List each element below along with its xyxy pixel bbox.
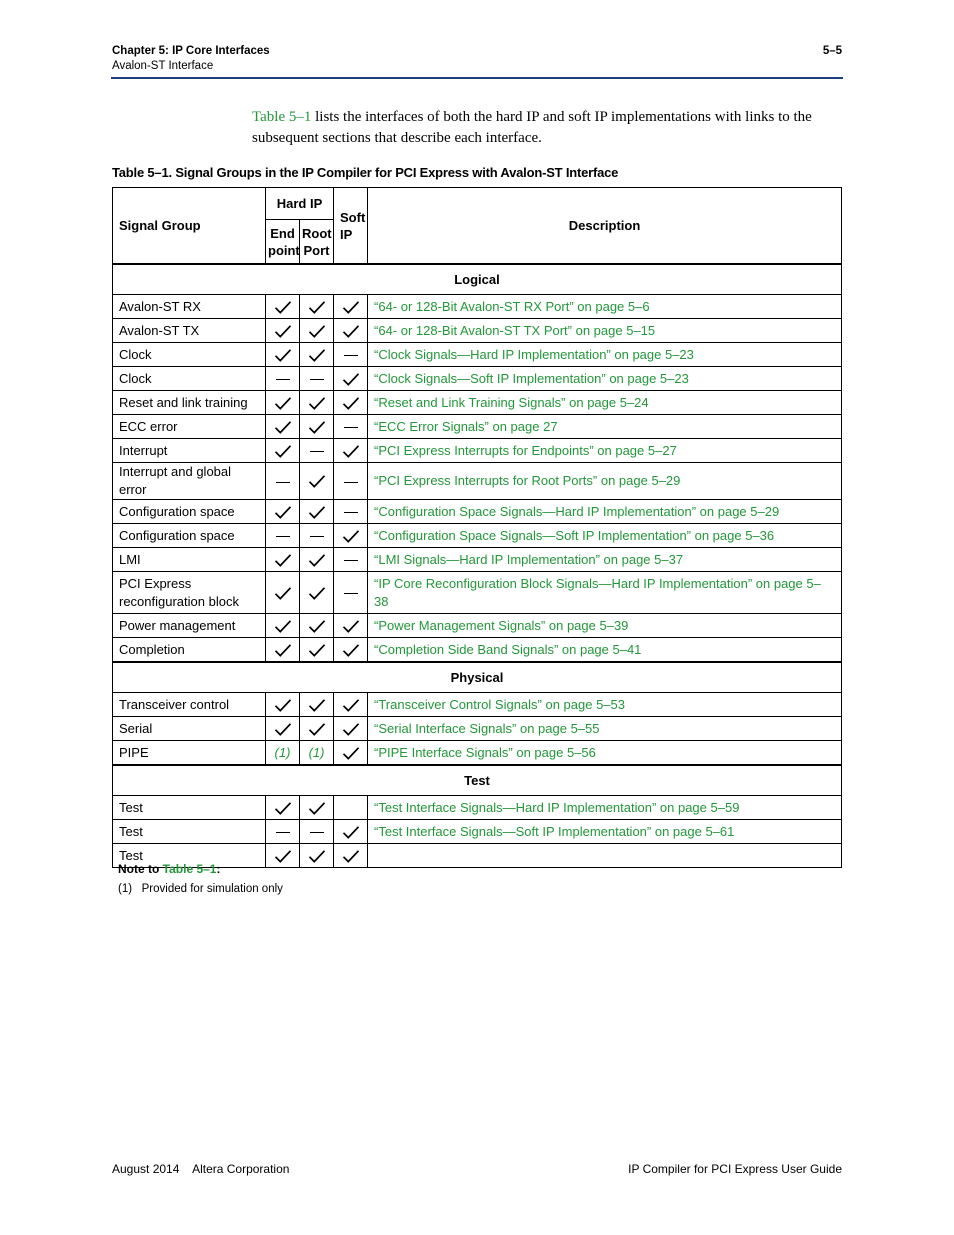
footnote-1: (1) Provided for simulation only [118,883,283,895]
footer-left: August 2014 Altera Corporation [112,1162,290,1176]
root-port-cell [300,500,334,524]
check-icon [342,698,360,713]
header-root-port: Root Port [300,220,334,265]
dash-mark [310,451,324,452]
root-port-cell [300,548,334,572]
dash-mark [344,593,358,594]
description-link[interactable]: “Transceiver Control Signals” on page 5–53 [368,693,842,717]
check-icon [308,619,326,634]
description-link [368,844,842,868]
endpoint-cell [266,717,300,741]
dash-mark [276,482,290,483]
table-row [113,741,842,766]
note-heading [118,862,283,876]
section-heading: Test [113,765,842,796]
table-row [113,572,842,614]
root-port-cell [300,717,334,741]
soft-ip-cell [334,572,368,614]
page-number: 5–5 [822,45,842,57]
description-link[interactable]: “Configuration Space Signals—Soft IP Implementation” on page 5–36 [368,524,842,548]
signal-group-cell: Completion [113,638,266,663]
table-row [113,343,842,367]
soft-ip-cell [334,319,368,343]
page-footer [112,1162,842,1176]
endpoint-cell [266,391,300,415]
table-row [113,500,842,524]
signal-group-cell: LMI [113,548,266,572]
signal-group-cell: Reset and link training [113,391,266,415]
signal-group-cell: Avalon-ST TX [113,319,266,343]
section-heading: Logical [113,264,842,295]
header-description: Description [368,188,842,265]
check-icon [274,801,292,816]
check-icon [274,324,292,339]
dash-mark [310,832,324,833]
header-soft-ip: Soft IP [334,188,368,265]
table-row [113,319,842,343]
description-link[interactable]: “PIPE Interface Signals” on page 5–56 [368,741,842,766]
section-heading: Physical [113,662,842,693]
endpoint-cell [266,295,300,319]
check-icon [308,586,326,601]
soft-ip-cell [334,500,368,524]
description-link[interactable]: “LMI Signals—Hard IP Implementation” on page 5–37 [368,548,842,572]
endpoint-cell [266,367,300,391]
table-row [113,693,842,717]
check-icon [274,698,292,713]
soft-ip-cell [334,343,368,367]
root-port-cell [300,820,334,844]
dash-mark [344,355,358,356]
footnote-ref: (1) [274,745,291,760]
root-port-cell [300,295,334,319]
intro-text: lists the interfaces of both the hard IP and soft IP implementations with links to the subsequent sections that describe each interface. [252,109,812,146]
soft-ip-cell [334,415,368,439]
root-port-cell [300,391,334,415]
table-row [113,367,842,391]
signal-group-cell: Interrupt [113,439,266,463]
soft-ip-cell [334,844,368,868]
signal-group-cell: ECC error [113,415,266,439]
dash-mark [276,379,290,380]
check-icon [308,553,326,568]
check-icon [308,420,326,435]
signal-group-cell: Interrupt and global error [113,463,266,500]
check-icon [274,505,292,520]
dash-mark [344,560,358,561]
table-row [113,295,842,319]
signal-group-cell: Power management [113,614,266,638]
description-link[interactable]: “Power Management Signals” on page 5–39 [368,614,842,638]
root-port-cell [300,844,334,868]
check-icon [342,324,360,339]
soft-ip-cell [334,693,368,717]
description-link[interactable]: “PCI Express Interrupts for Root Ports” on page 5–29 [368,463,842,500]
soft-ip-cell [334,614,368,638]
endpoint-cell [266,415,300,439]
check-icon [274,722,292,737]
root-port-cell [300,693,334,717]
endpoint-cell [266,820,300,844]
root-port-cell [300,415,334,439]
check-icon [308,801,326,816]
check-icon [274,396,292,411]
root-port-cell [300,614,334,638]
check-icon [342,849,360,864]
root-port-cell [300,524,334,548]
description-link[interactable]: “IP Core Reconfiguration Block Signals—Hard IP Implementation” on page 5–38 [368,572,842,614]
root-port-cell [300,638,334,663]
soft-ip-cell [334,796,368,820]
dash-mark [310,379,324,380]
root-port-cell [300,463,334,500]
signal-group-cell: Test [113,844,266,868]
check-icon [274,420,292,435]
soft-ip-cell [334,741,368,766]
signal-group-cell: Configuration space [113,500,266,524]
description-link[interactable]: “Reset and Link Training Signals” on page 5–24 [368,391,842,415]
signal-group-cell: Clock [113,367,266,391]
root-port-cell [300,439,334,463]
soft-ip-cell [334,463,368,500]
section-row-logical [113,264,842,295]
check-icon [308,300,326,315]
endpoint-cell [266,439,300,463]
description-link[interactable]: “Clock Signals—Hard IP Implementation” on page 5–23 [368,343,842,367]
header-signal-group: Signal Group [113,188,266,265]
check-icon [342,300,360,315]
signal-group-cell: Test [113,820,266,844]
soft-ip-cell [334,524,368,548]
endpoint-cell [266,524,300,548]
note-label: Note to [118,862,163,876]
check-icon [342,372,360,387]
description-link[interactable]: “Completion Side Band Signals” on page 5–41 [368,638,842,663]
signal-group-cell: Clock [113,343,266,367]
table-row [113,415,842,439]
check-icon [308,474,326,489]
check-icon [308,722,326,737]
chapter-title: Chapter 5: IP Core Interfaces [112,45,270,57]
check-icon [308,698,326,713]
table-row [113,548,842,572]
check-icon [308,396,326,411]
table-row [113,717,842,741]
root-port-cell [300,572,334,614]
description-link[interactable]: “64- or 128-Bit Avalon-ST TX Port” on page 5–15 [368,319,842,343]
dash-mark [344,512,358,513]
soft-ip-cell [334,548,368,572]
check-icon [274,300,292,315]
check-icon [342,825,360,840]
check-icon [342,396,360,411]
header-rule [111,77,843,79]
section-row-physical [113,662,842,693]
table-row [113,463,842,500]
check-icon [308,324,326,339]
check-icon [274,553,292,568]
soft-ip-cell [334,391,368,415]
root-port-cell [300,367,334,391]
table-link[interactable]: Table 5–1 [252,109,312,125]
signal-group-cell: PIPE [113,741,266,766]
table-row [113,614,842,638]
description-link[interactable]: “ECC Error Signals” on page 27 [368,415,842,439]
dash-mark [276,536,290,537]
section-row-test [113,765,842,796]
signal-group-cell: PCI Express reconfiguration block [113,572,266,614]
description-link[interactable]: “Serial Interface Signals” on page 5–55 [368,717,842,741]
signal-group-cell: Test [113,796,266,820]
check-icon [308,505,326,520]
table-row [113,524,842,548]
check-icon [342,746,360,761]
description-link[interactable]: “Clock Signals—Soft IP Implementation” on page 5–23 [368,367,842,391]
endpoint-cell [266,500,300,524]
page-header [112,44,842,74]
endpoint-cell [266,572,300,614]
check-icon [308,849,326,864]
endpoint-cell [266,319,300,343]
header-hard-ip: Hard IP [266,188,334,220]
root-port-cell [300,741,334,766]
root-port-cell [300,343,334,367]
check-icon [308,643,326,658]
check-icon [274,643,292,658]
check-icon [274,586,292,601]
table-row [113,796,842,820]
signal-group-cell: Avalon-ST RX [113,295,266,319]
signal-groups-table [112,187,842,868]
endpoint-cell [266,614,300,638]
endpoint-cell [266,741,300,766]
dash-mark [344,427,358,428]
section-title: Avalon-ST Interface [112,60,214,72]
endpoint-cell [266,463,300,500]
table-caption: Table 5–1. Signal Groups in the IP Compiler for PCI Express with Avalon-ST Interface [112,165,619,180]
check-icon [342,444,360,459]
signal-group-cell: Configuration space [113,524,266,548]
description-link[interactable]: “Test Interface Signals—Soft IP Implementation” on page 5–61 [368,820,842,844]
table-notes [118,862,283,895]
table-row [113,638,842,663]
footnote-ref: (1) [308,745,325,760]
intro-paragraph [252,107,842,148]
header-endpoint: End point [266,220,300,265]
root-port-cell [300,796,334,820]
description-link[interactable]: “PCI Express Interrupts for Endpoints” on page 5–27 [368,439,842,463]
signal-group-cell: Serial [113,717,266,741]
soft-ip-cell [334,295,368,319]
soft-ip-cell [334,638,368,663]
root-port-cell [300,319,334,343]
table-row [113,391,842,415]
description-link[interactable]: “Configuration Space Signals—Hard IP Implementation” on page 5–29 [368,500,842,524]
dash-mark [344,482,358,483]
signal-group-cell: Transceiver control [113,693,266,717]
table-row [113,439,842,463]
check-icon [274,444,292,459]
soft-ip-cell [334,820,368,844]
note-colon: : [216,862,221,876]
description-link[interactable]: “64- or 128-Bit Avalon-ST RX Port” on page 5–6 [368,295,842,319]
footer-right: IP Compiler for PCI Express User Guide [628,1162,842,1176]
table-row [113,820,842,844]
dash-mark [310,536,324,537]
check-icon [342,722,360,737]
check-icon [342,619,360,634]
check-icon [342,529,360,544]
soft-ip-cell [334,717,368,741]
soft-ip-cell [334,367,368,391]
check-icon [274,619,292,634]
soft-ip-cell [334,439,368,463]
endpoint-cell [266,796,300,820]
dash-mark [276,832,290,833]
endpoint-cell [266,343,300,367]
endpoint-cell [266,693,300,717]
check-icon [342,643,360,658]
note-table-link[interactable]: Table 5–1 [162,862,217,876]
description-link[interactable]: “Test Interface Signals—Hard IP Implementation” on page 5–59 [368,796,842,820]
check-icon [274,348,292,363]
check-icon [308,348,326,363]
endpoint-cell [266,638,300,663]
endpoint-cell [266,548,300,572]
